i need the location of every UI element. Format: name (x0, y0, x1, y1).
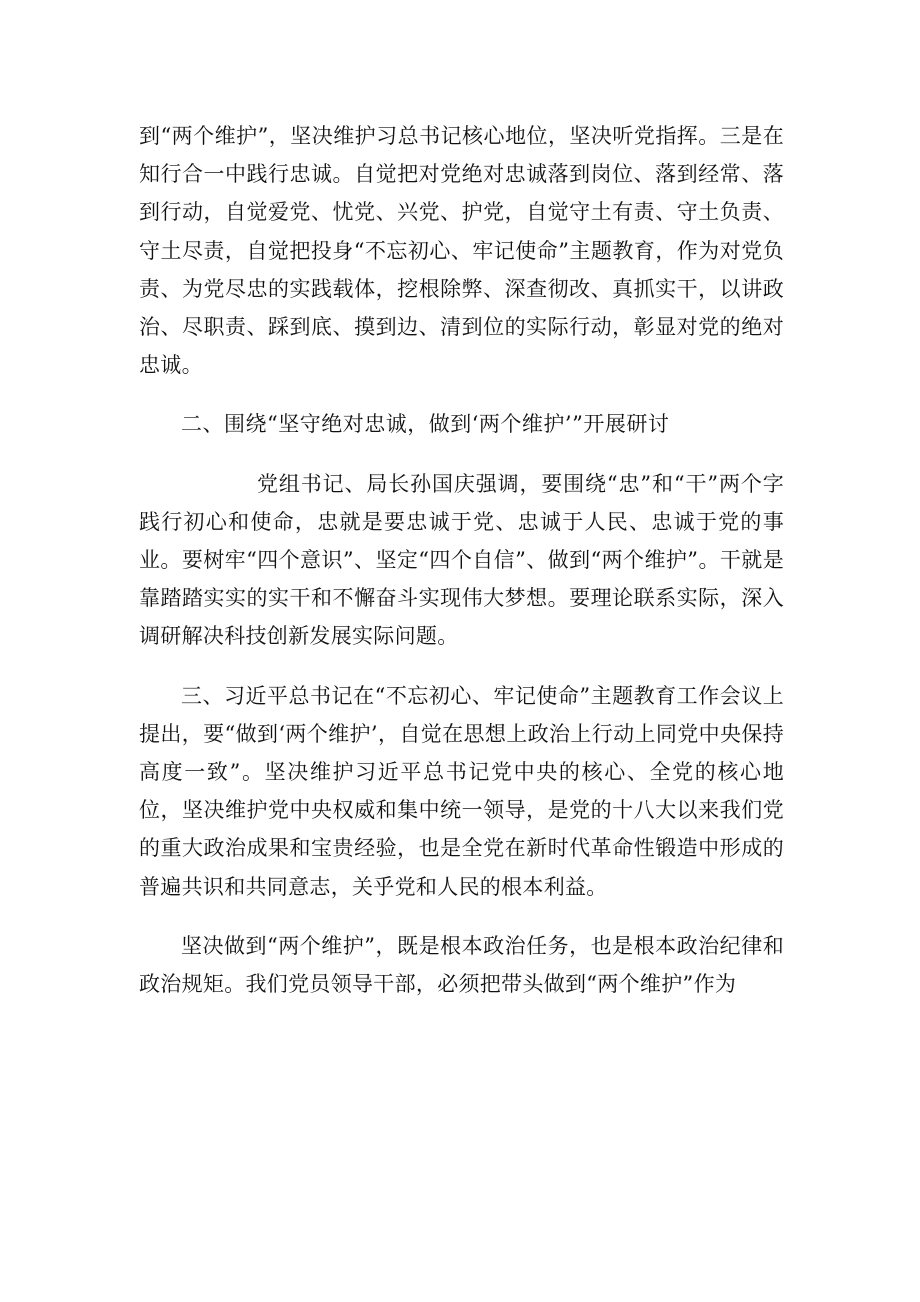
document-body (139, 117, 784, 1003)
paragraph-loyalty-practice: 到“两个维护”，坚决维护习总书记核心地位，坚决听党指挥。三是在知行合一中践行忠诚。自觉把对党绝对忠诚落到岗位、落到经常、落到行动，自觉爱党、忧党、兴党、护党，自觉守土有责、守土负责、守土尽责，自觉把投身“不忘初心、牢记使命”主题教育，作为对党负责、为党尽忠的实践载体，挖根除弊、深查彻改、真抓实干，以讲政治、尽职责、踩到底、摸到边、清到位的实际行动，彰显对党的绝对忠诚。 (139, 124, 784, 378)
paragraph-gap (139, 444, 784, 465)
paragraph-party-secretary: 党组书记、局长孙国庆强调，要围绕“忠”和“干”两个字践行初心和使命，忠就是要忠诚于党、忠诚于人民、忠诚于党的事业。要树牢“四个意识”、坚定“四个自信”、做到“两个维护”。干就是靠踏踏实实的实干和不懈奋斗实现伟大梦想。要理论联系实际，深入调研解决科技创新发展实际问题。 (139, 471, 784, 649)
paragraph-section-three: 三、习近平总书记在“不忘初心、牢记使命”主题教育工作会议上提出，要“做到‘两个维护’，自觉在思想上政治上行动上同党中央保持高度一致”。坚决维护习近平总书记党中央的核心、全党的核心地位，坚决维护党中央权威和集中统一领导，是党的十八大以来我们党的重大政治成果和宝贵经验，也是全党在新时代革命性锻造中形成的普遍共识和共同意志，关乎党和人民的根本利益。 (139, 683, 784, 899)
paragraph-two-safeguards: 坚决做到“两个维护”，既是根本政治任务，也是根本政治纪律和政治规矩。我们党员领导干部，必须把带头做到“两个维护”作为 (139, 933, 784, 997)
section-heading-two: 二、围绕“坚守绝对忠诚，做到‘两个维护’”开展研讨 (181, 412, 670, 437)
paragraph-gap (139, 384, 784, 405)
paragraph-gap (139, 656, 784, 677)
paragraph-gap (139, 906, 784, 927)
